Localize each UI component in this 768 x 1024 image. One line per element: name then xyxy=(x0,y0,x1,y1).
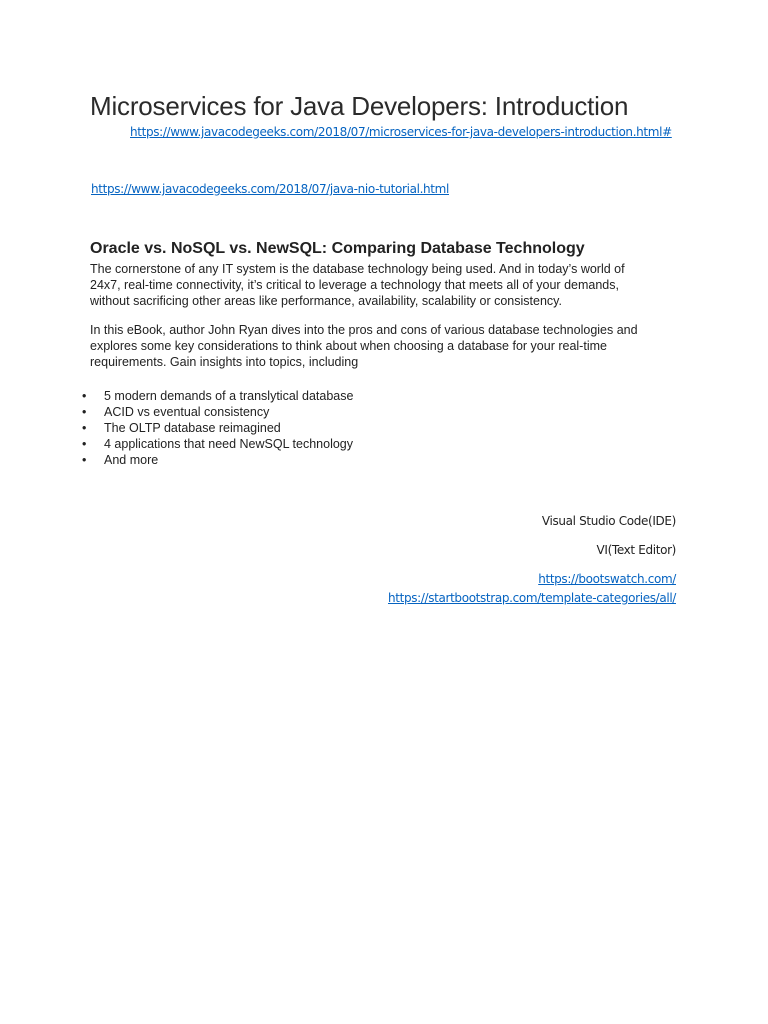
bullet-icon: • xyxy=(82,437,87,451)
microservices-article-link[interactable]: https://www.javacodegeeks.com/2018/07/microservices-for-java-developers-introduction.html# xyxy=(130,125,672,139)
intro-paragraph xyxy=(90,261,680,309)
ebook-paragraph xyxy=(90,322,680,370)
startbootstrap-link[interactable]: https://startbootstrap.com/template-categories/all/ xyxy=(388,591,676,605)
list-item xyxy=(80,420,353,436)
bullet-icon: • xyxy=(82,405,87,419)
paragraph-line: requirements. Gain insights into topics, including xyxy=(90,355,359,369)
bullet-icon: • xyxy=(82,453,87,467)
paragraph-line: In this eBook, author John Ryan dives into the pros and cons of various database technologies and xyxy=(90,323,638,337)
list-item-text: 4 applications that need NewSQL technology xyxy=(104,437,354,451)
bullet-icon: • xyxy=(82,389,87,403)
paragraph-line: The cornerstone of any IT system is the database technology being used. And in today’s world of xyxy=(90,262,625,276)
list-item-text: The OLTP database reimagined xyxy=(104,421,281,435)
paragraph-line: 24x7, real-time connectivity, it’s critical to leverage a technology that meets all of your demands, xyxy=(90,278,619,292)
paragraph-line: without sacrificing other areas like performance, availability, scalability or consistency. xyxy=(90,294,562,308)
list-item xyxy=(80,436,353,452)
java-nio-tutorial-link[interactable]: https://www.javacodegeeks.com/2018/07/java-nio-tutorial.html xyxy=(91,182,449,196)
bullet-icon: • xyxy=(82,421,87,435)
list-item-text: ACID vs eventual consistency xyxy=(104,405,270,419)
list-item xyxy=(80,452,353,468)
page-title: Microservices for Java Developers: Introduction xyxy=(90,91,629,121)
topics-bullet-list xyxy=(80,388,353,468)
list-item-text: And more xyxy=(104,453,159,467)
list-item xyxy=(80,404,353,420)
vi-label: VI(Text Editor) xyxy=(596,543,676,557)
list-item-text: 5 modern demands of a translytical database xyxy=(104,389,354,403)
list-item xyxy=(80,388,353,404)
vscode-label: Visual Studio Code(IDE) xyxy=(541,514,676,528)
bootswatch-link[interactable]: https://bootswatch.com/ xyxy=(538,572,676,586)
section-heading: Oracle vs. NoSQL vs. NewSQL: Comparing Database Technology xyxy=(90,240,585,257)
paragraph-line: explores some key considerations to think about when choosing a database for your real-time xyxy=(90,339,607,353)
